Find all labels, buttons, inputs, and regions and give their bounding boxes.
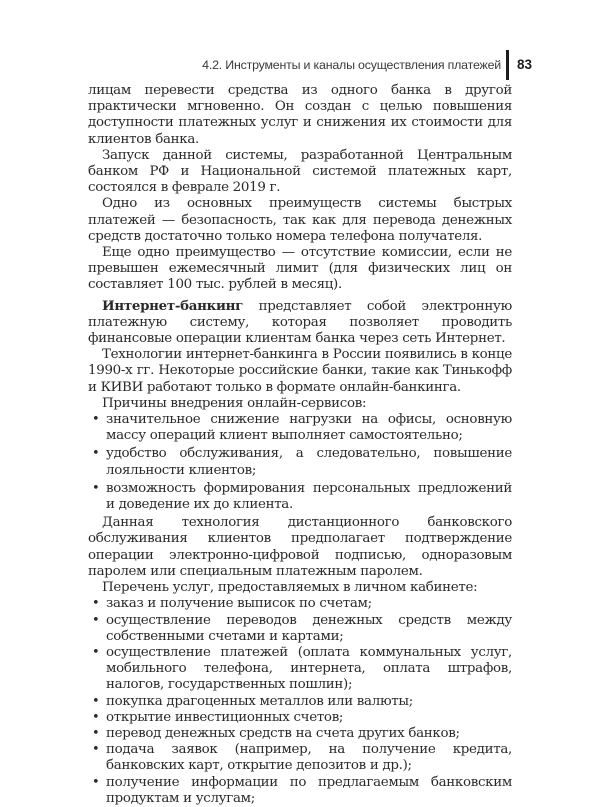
list-item: • перевод денежных средств на счета других банков; (92, 725, 460, 741)
list-item: • осуществление переводов денежных средств между собственными счетами и картами; (92, 612, 512, 644)
services-list (88, 596, 512, 807)
bullet-icon: • (92, 742, 100, 758)
running-head: 4.2. Инструменты и каналы осуществления платежей (202, 58, 501, 72)
bullet-icon: • (92, 446, 100, 462)
list-item: • получение информации по предлагаемым банковским продуктам и услугам; (92, 774, 512, 806)
list-item: • возможность формирования персональных предложений и доведение их до клиента. (92, 480, 512, 513)
paragraph-text: представляет собой электронную платежную систему, которая позволяет проводить финансовые операции клиентам банка через сеть Интернет. (88, 298, 512, 347)
paragraph-internet-banking (88, 298, 512, 348)
list-item: • значительное снижение нагрузки на офисы, основную массу операций клиент выполняет самостоятельно; (92, 412, 512, 444)
list-intro: Перечень услуг, предоставляемых в личном кабинете: (102, 580, 478, 596)
paragraph: Данная технология дистанционного банковского обслуживания клиентов предполагает подтверждение операции электронно-цифровой подписью, одноразовым паролем или специальным платежным паролем. (88, 515, 512, 579)
reasons-list (88, 412, 512, 513)
bullet-icon: • (92, 774, 100, 790)
header-divider (506, 50, 509, 80)
list-intro: Причины внедрения онлайн-сервисов: (102, 395, 367, 411)
page-number: 83 (517, 57, 533, 72)
list-item: • удобство обслуживания, а следовательно, повышение лояльности клиентов; (92, 446, 512, 478)
list-item: • открытие инвестиционных счетов; (92, 709, 344, 725)
bullet-icon: • (92, 596, 100, 612)
list-item: • заказ и получение выписок по счетам; (92, 596, 372, 612)
bullet-icon: • (92, 644, 100, 660)
bullet-icon: • (92, 612, 100, 628)
body-text (88, 83, 512, 807)
bullet-icon: • (92, 709, 100, 725)
bullet-icon: • (92, 693, 100, 709)
list-item: • покупка драгоценных металлов или валюты; (92, 693, 413, 709)
paragraph: Еще одно преимущество — отсутствие комиссии, если не превышен ежемесячный лимит (для физических лиц он составляет 100 тыс. рублей в месяц). (88, 245, 512, 293)
paragraph: Одно из основных преимуществ системы быстрых платежей — безопасность, так как для перевода денежных средств достаточно только номера телефона получателя. (88, 196, 512, 244)
bullet-icon: • (92, 725, 100, 741)
paragraph: лицам перевести средства из одного банка в другой практически мгновенно. Он создан с целью повышения доступности платежных услуг и снижения их стоимости для клиентов банка. (88, 83, 512, 147)
paragraph: Запуск данной системы, разработанной Центральным банком РФ и Национальной системой платежных карт, состоялся в феврале 2019 г. (88, 147, 512, 196)
bullet-icon: • (92, 480, 100, 496)
bullet-icon: • (92, 412, 100, 428)
paragraph: Технологии интернет-банкинга в России появились в конце 1990-х гг. Некоторые российские банки, такие как Тинькофф и КИВИ работают только в формате онлайн-банкинга. (88, 347, 512, 395)
list-item: • осуществление платежей (оплата коммунальных услуг, мобильного телефона, интернета, оплата штрафов, налогов, государственных пошлин); (92, 644, 512, 693)
list-item: • подача заявок (например, на получение кредита, банковских карт, открытие депозитов и др.); (92, 742, 512, 774)
term-internet-banking: Интернет-банкинг (102, 297, 244, 314)
